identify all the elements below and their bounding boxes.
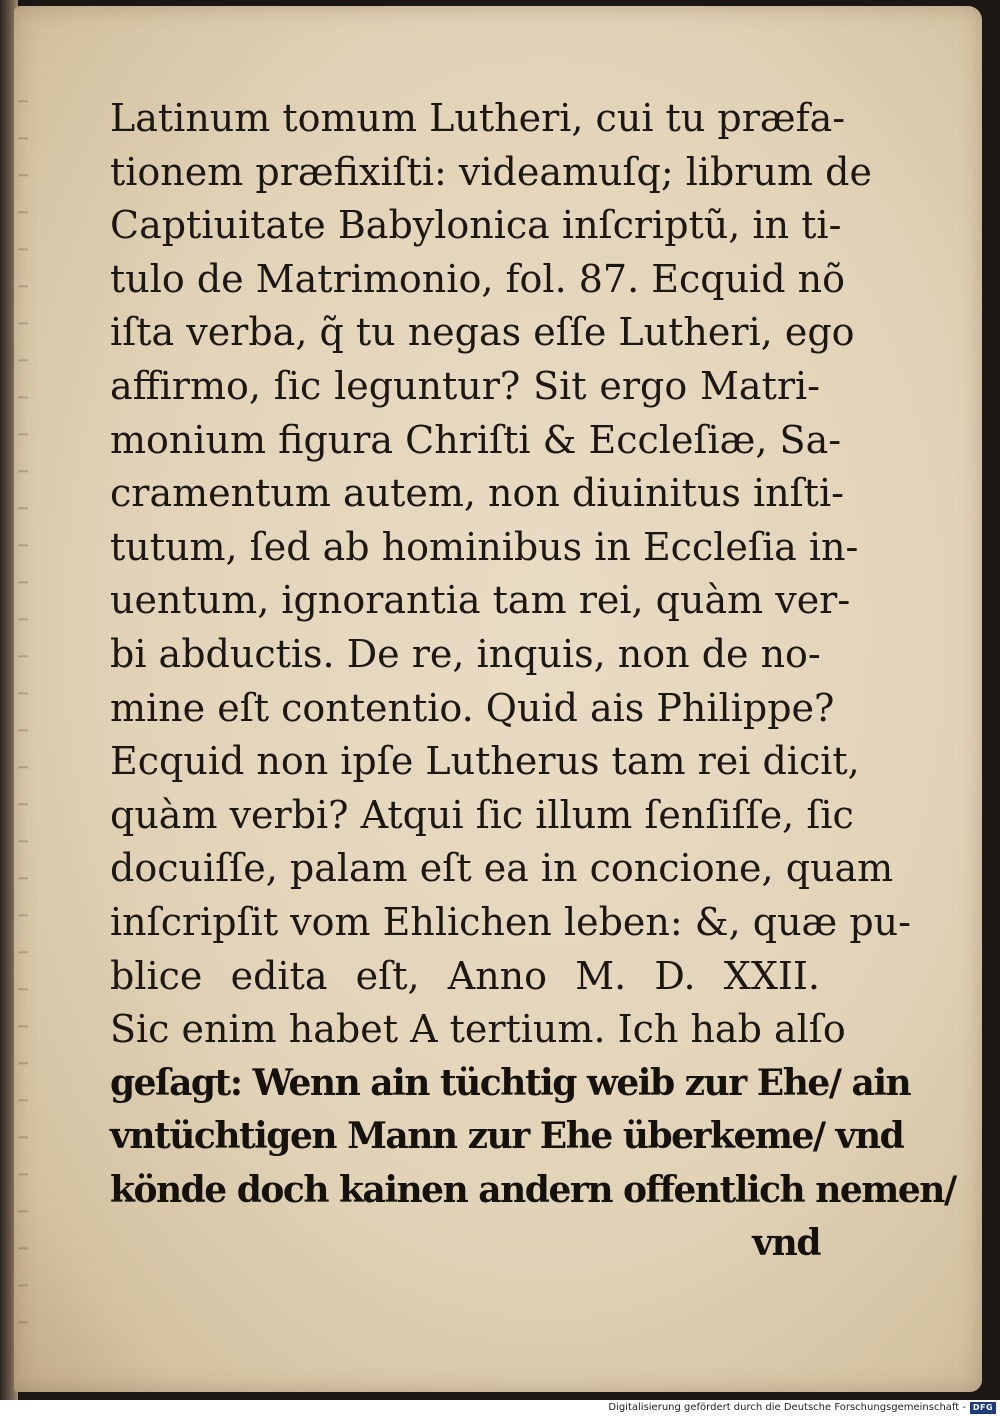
page-text-block (110, 92, 956, 1271)
text-line: mine eſt contentio. Quid ais Philippe? (110, 685, 835, 730)
text-line: docuiſſe, palam eſt ea in concione, quam (110, 846, 894, 891)
text-line: blice edita eſt, Anno M. D. XXII. (110, 953, 820, 998)
funding-credit: Digitalisierung gefördert durch die Deutsche Forschungsgemeinschaft - (608, 1402, 966, 1413)
text-line: iſta verba, q̃ tu negas eſſe Lutheri, ego (110, 310, 855, 355)
text-line: affirmo, ſic leguntur? Sit ergo Matri- (110, 363, 820, 408)
text-line: Ecquid non ipſe Lutherus tam rei dicit, (110, 739, 860, 784)
text-line: tutum, ſed ab hominibus in Eccleſia in- (110, 524, 859, 569)
text-line-blackletter: geſagt: Wenn ain tüchtig weib zur Ehe/ ain (110, 1061, 911, 1104)
text-line: uentum, ignorantia tam rei, quàm ver- (110, 578, 851, 623)
text-line: Sic enim habet A tertium. Ich hab alſo (110, 1007, 846, 1052)
catchword: vnd (752, 1222, 820, 1265)
dfg-logo: DFG (970, 1402, 996, 1414)
text-line: cramentum autem, non diuinitus inſti- (110, 471, 844, 516)
text-line-blackletter: vntüchtigen Mann zur Ehe überkeme/ vnd (110, 1115, 904, 1158)
text-line: bi abductis. De re, inquis, non de no- (110, 631, 821, 676)
text-line-blackletter: könde doch kainen andern offentlich nemen/ (110, 1168, 956, 1211)
text-line: tionem præfixiſti: videamuſq; librum de (110, 149, 872, 194)
text-line: monium figura Chriſti & Eccleſiæ, Sa- (110, 417, 842, 462)
text-line: tulo de Matrimonio, fol. 87. Ecquid nõ (110, 256, 845, 301)
text-line: Captiuitate Babylonica inſcriptũ, in ti- (110, 203, 842, 248)
text-line: inſcripſit vom Ehlichen leben: &, quæ pu- (110, 899, 911, 944)
gutter-edge (18, 66, 28, 1346)
text-line: quàm verbi? Atqui ſic illum ſenſiſſe, ſic (110, 792, 854, 837)
text-line: Latinum tomum Lutheri, cui tu præfa- (110, 96, 846, 140)
